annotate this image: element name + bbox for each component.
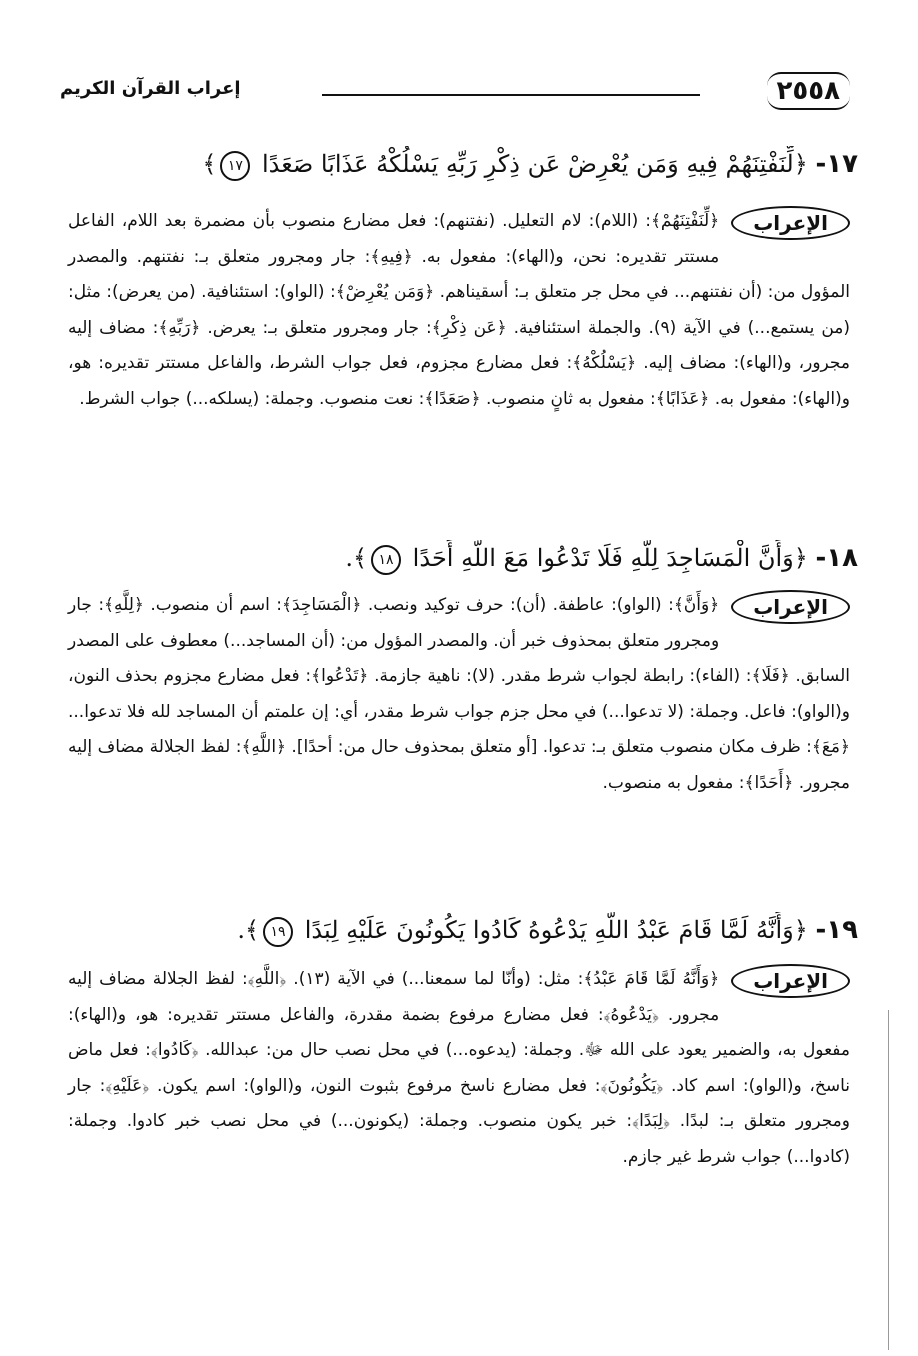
- verse-close: ﴾.: [345, 544, 368, 572]
- verse-number: ١٨-: [815, 543, 858, 573]
- verse-text: ﴿لِّنَفْتِنَهُمْ فِيهِ وَمَن يُعْرِضْ عَن ذِكْرِ رَبِّهِ يَسْلُكْهُ عَذَابًا صَعَدًا: [262, 150, 808, 178]
- verse-17: [68, 146, 858, 182]
- irab-text: ﴿وَأَنَّهُ لَمَّا قَامَ عَبْدُ﴾: مثل: (وأنّا لما سمعنا...) في الآية (١٣). ﴿اللَّهِ﴾: لفظ الجلالة مضاف إليه مجرور. ﴿يَدْعُوهُ﴾: فعل مضارع مرفوع بضمة مقدرة، والفاعل مستتر تقديره: هو، و(الهاء): مفعول به، والضمير يعود على الله ﷻ. وجملة: (يدعوه...) في محل نصب حال من: عبدالله. ﴿كَادُوا﴾: فعل ماض ناسخ، و(الواو): اسم كاد. ﴿يَكُونُونَ﴾: فعل مضارع ناسخ مرفوع بثبوت النون، و(الواو): اسم يكون. ﴿عَلَيْهِ﴾: جار ومجرور متعلق بـ: لبدًا. ﴿لِبَدًا﴾: خبر يكون منصوب. وجملة: (يكونون...) في محل نصب خبر كادوا. وجملة: (كادوا...) جواب شرط غير جازم.: [68, 969, 850, 1167]
- verse-text: ﴿وَأَنَّ الْمَسَاجِدَ لِلَّهِ فَلَا تَدْعُوا مَعَ اللَّهِ أَحَدًا: [412, 544, 808, 572]
- irab-text: ﴿لِّنَفْتِنَهُمْ﴾: (اللام): لام التعليل. (نفتنهم): فعل مضارع منصوب بأن مضمرة بعد اللام، الفاعل مستتر تقديره: نحن، و(الهاء): مفعول به. ﴿فِيهِ﴾: جار ومجرور متعلق بـ: نفتنهم. والمصدر المؤول من: (أن نفتنهم... في محل جر متعلق بـ: أسقيناهم. ﴿وَمَن يُعْرِضْ﴾: (الواو): استئنافية. (من يعرض): مثل: (من يستمع...) في الآية (٩). والجملة استئنافية. ﴿عَن ذِكْرِ﴾: جار ومجرور متعلق بـ: يعرض. ﴿رَبِّهِ﴾: مضاف إليه مجرور، و(الهاء): مضاف إليه. ﴿يَسْلُكْهُ﴾: فعل مضارع مجزوم، فعل جواب الشرط، والفاعل مستتر تقديره: هو، و(الهاء): مفعول به. ﴿عَذَابًا﴾: مفعول به ثانٍ منصوب. ﴿صَعَدًا﴾: نعت منصوب. وجملة: (يسلكه...) جواب الشرط.: [68, 211, 850, 409]
- verse-end-marker: ١٩: [263, 917, 293, 947]
- page-edge: [888, 1010, 889, 1350]
- irab-label: الإعراب: [731, 206, 850, 240]
- irab-block-17: [68, 204, 850, 417]
- verse-end-marker: ١٨: [371, 545, 401, 575]
- verse-19: [68, 912, 858, 948]
- verse-close: ﴾.: [237, 916, 260, 944]
- header-rule: [322, 94, 700, 96]
- verse-number: ١٩-: [815, 915, 858, 945]
- irab-label: الإعراب: [731, 964, 850, 998]
- irab-block-18: [68, 588, 850, 801]
- verse-end-marker: ١٧: [220, 151, 250, 181]
- page-number: ٢٥٥٨: [767, 72, 850, 110]
- irab-label: الإعراب: [731, 590, 850, 624]
- verse-text: ﴿وَأَنَّهُ لَمَّا قَامَ عَبْدُ اللَّهِ يَدْعُوهُ كَادُوا يَكُونُونَ عَلَيْهِ لِبَدًا: [304, 916, 808, 944]
- book-title: إعراب القرآن الكريم: [60, 78, 241, 99]
- verse-number: ١٧-: [815, 149, 858, 179]
- irab-text: ﴿وَأَنَّ﴾: (الواو): عاطفة. (أن): حرف توكيد ونصب. ﴿الْمَسَاجِدَ﴾: اسم أن منصوب. ﴿لِلَّهِ﴾: جار ومجرور متعلق بمحذوف خبر أن. والمصدر المؤول من: (أن المساجد...) معطوف على المصدر السابق. ﴿فَلَا﴾: (الفاء): رابطة لجواب شرط مقدر. (لا): ناهية جازمة. ﴿تَدْعُوا﴾: فعل مضارع مجزوم بحذف النون، و(الواو): فاعل. وجملة: (لا تدعوا...) في محل جزم جواب شرط مقدر، أي: إن علمتم أن المساجد لله فلا تدعوا... ﴿مَعَ﴾: ظرف مكان منصوب متعلق بـ: تدعوا. [أو متعلق بمحذوف حال من: أحدًا]. ﴿اللَّهِ﴾: لفظ الجلالة مضاف إليه مجرور. ﴿أَحَدًا﴾: مفعول به منصوب.: [68, 595, 850, 793]
- verse-18: [68, 540, 858, 576]
- verse-close: ﴾: [202, 150, 217, 178]
- irab-block-19: [68, 962, 850, 1175]
- page-header: [60, 72, 850, 116]
